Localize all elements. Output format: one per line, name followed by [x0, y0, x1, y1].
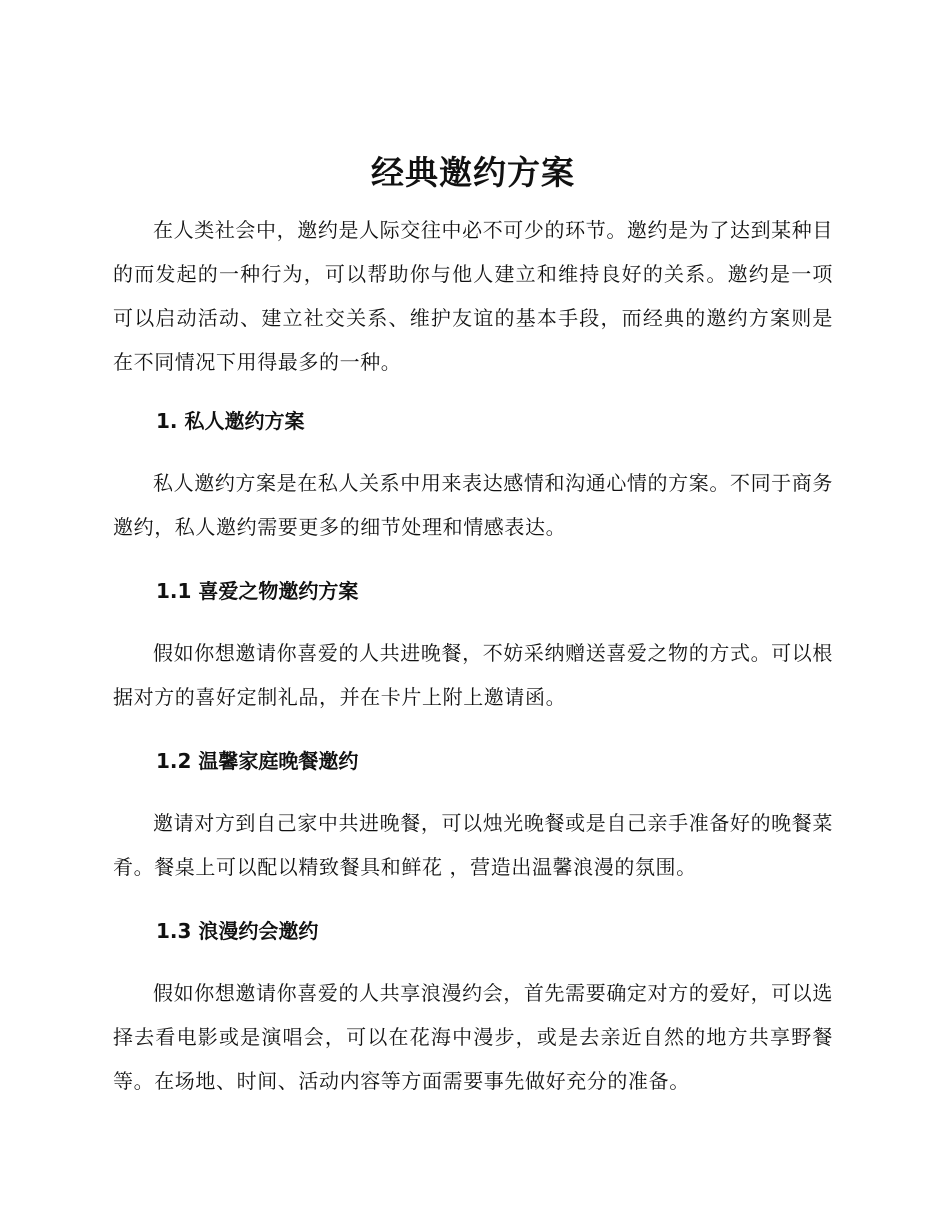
section-heading-home-dinner: 1.2 温馨家庭晚餐邀约 [156, 749, 359, 773]
intro-paragraph: 在人类社会中，邀约是人际交往中必不可少的环节。邀约是为了达到某种目的而发起的一种行为，可以帮助你与他人建立和维持良好的关系。邀约是一项可以启动活动、建立社交关系、维护友谊的基本手段，而经典的邀约方案则是在不同情况下用得最多的一种。 [113, 218, 833, 374]
section-heading-favorite-gift: 1.1 喜爱之物邀约方案 [156, 579, 359, 603]
section-body-favorite-gift: 假如你想邀请你喜爱的人共进晚餐，不妨采纳赠送喜爱之物的方式。可以根据对方的喜好定制礼品，并在卡片上附上邀请函。 [113, 641, 833, 709]
section-body-romantic-date: 假如你想邀请你喜爱的人共享浪漫约会，首先需要确定对方的爱好，可以选择去看电影或是演唱会，可以在花海中漫步，或是去亲近自然的地方共享野餐等。在场地、时间、活动内容等方面需要事先做好充分的准备。 [113, 981, 833, 1093]
section-heading-romantic-date: 1.3 浪漫约会邀约 [156, 919, 319, 943]
document-title: 经典邀约方案 [371, 153, 575, 192]
section-heading-private-invitation: 1. 私人邀约方案 [156, 409, 305, 433]
section-body-home-dinner: 邀请对方到自己家中共进晚餐，可以烛光晚餐或是自己亲手准备好的晚餐菜肴。餐桌上可以配以精致餐具和鲜花 ，营造出温馨浪漫的氛围。 [113, 811, 833, 879]
document-page [113, 148, 833, 1103]
section-body-private-invitation: 私人邀约方案是在私人关系中用来表达感情和沟通心情的方案。不同于商务邀约，私人邀约需要更多的细节处理和情感表达。 [113, 471, 833, 539]
